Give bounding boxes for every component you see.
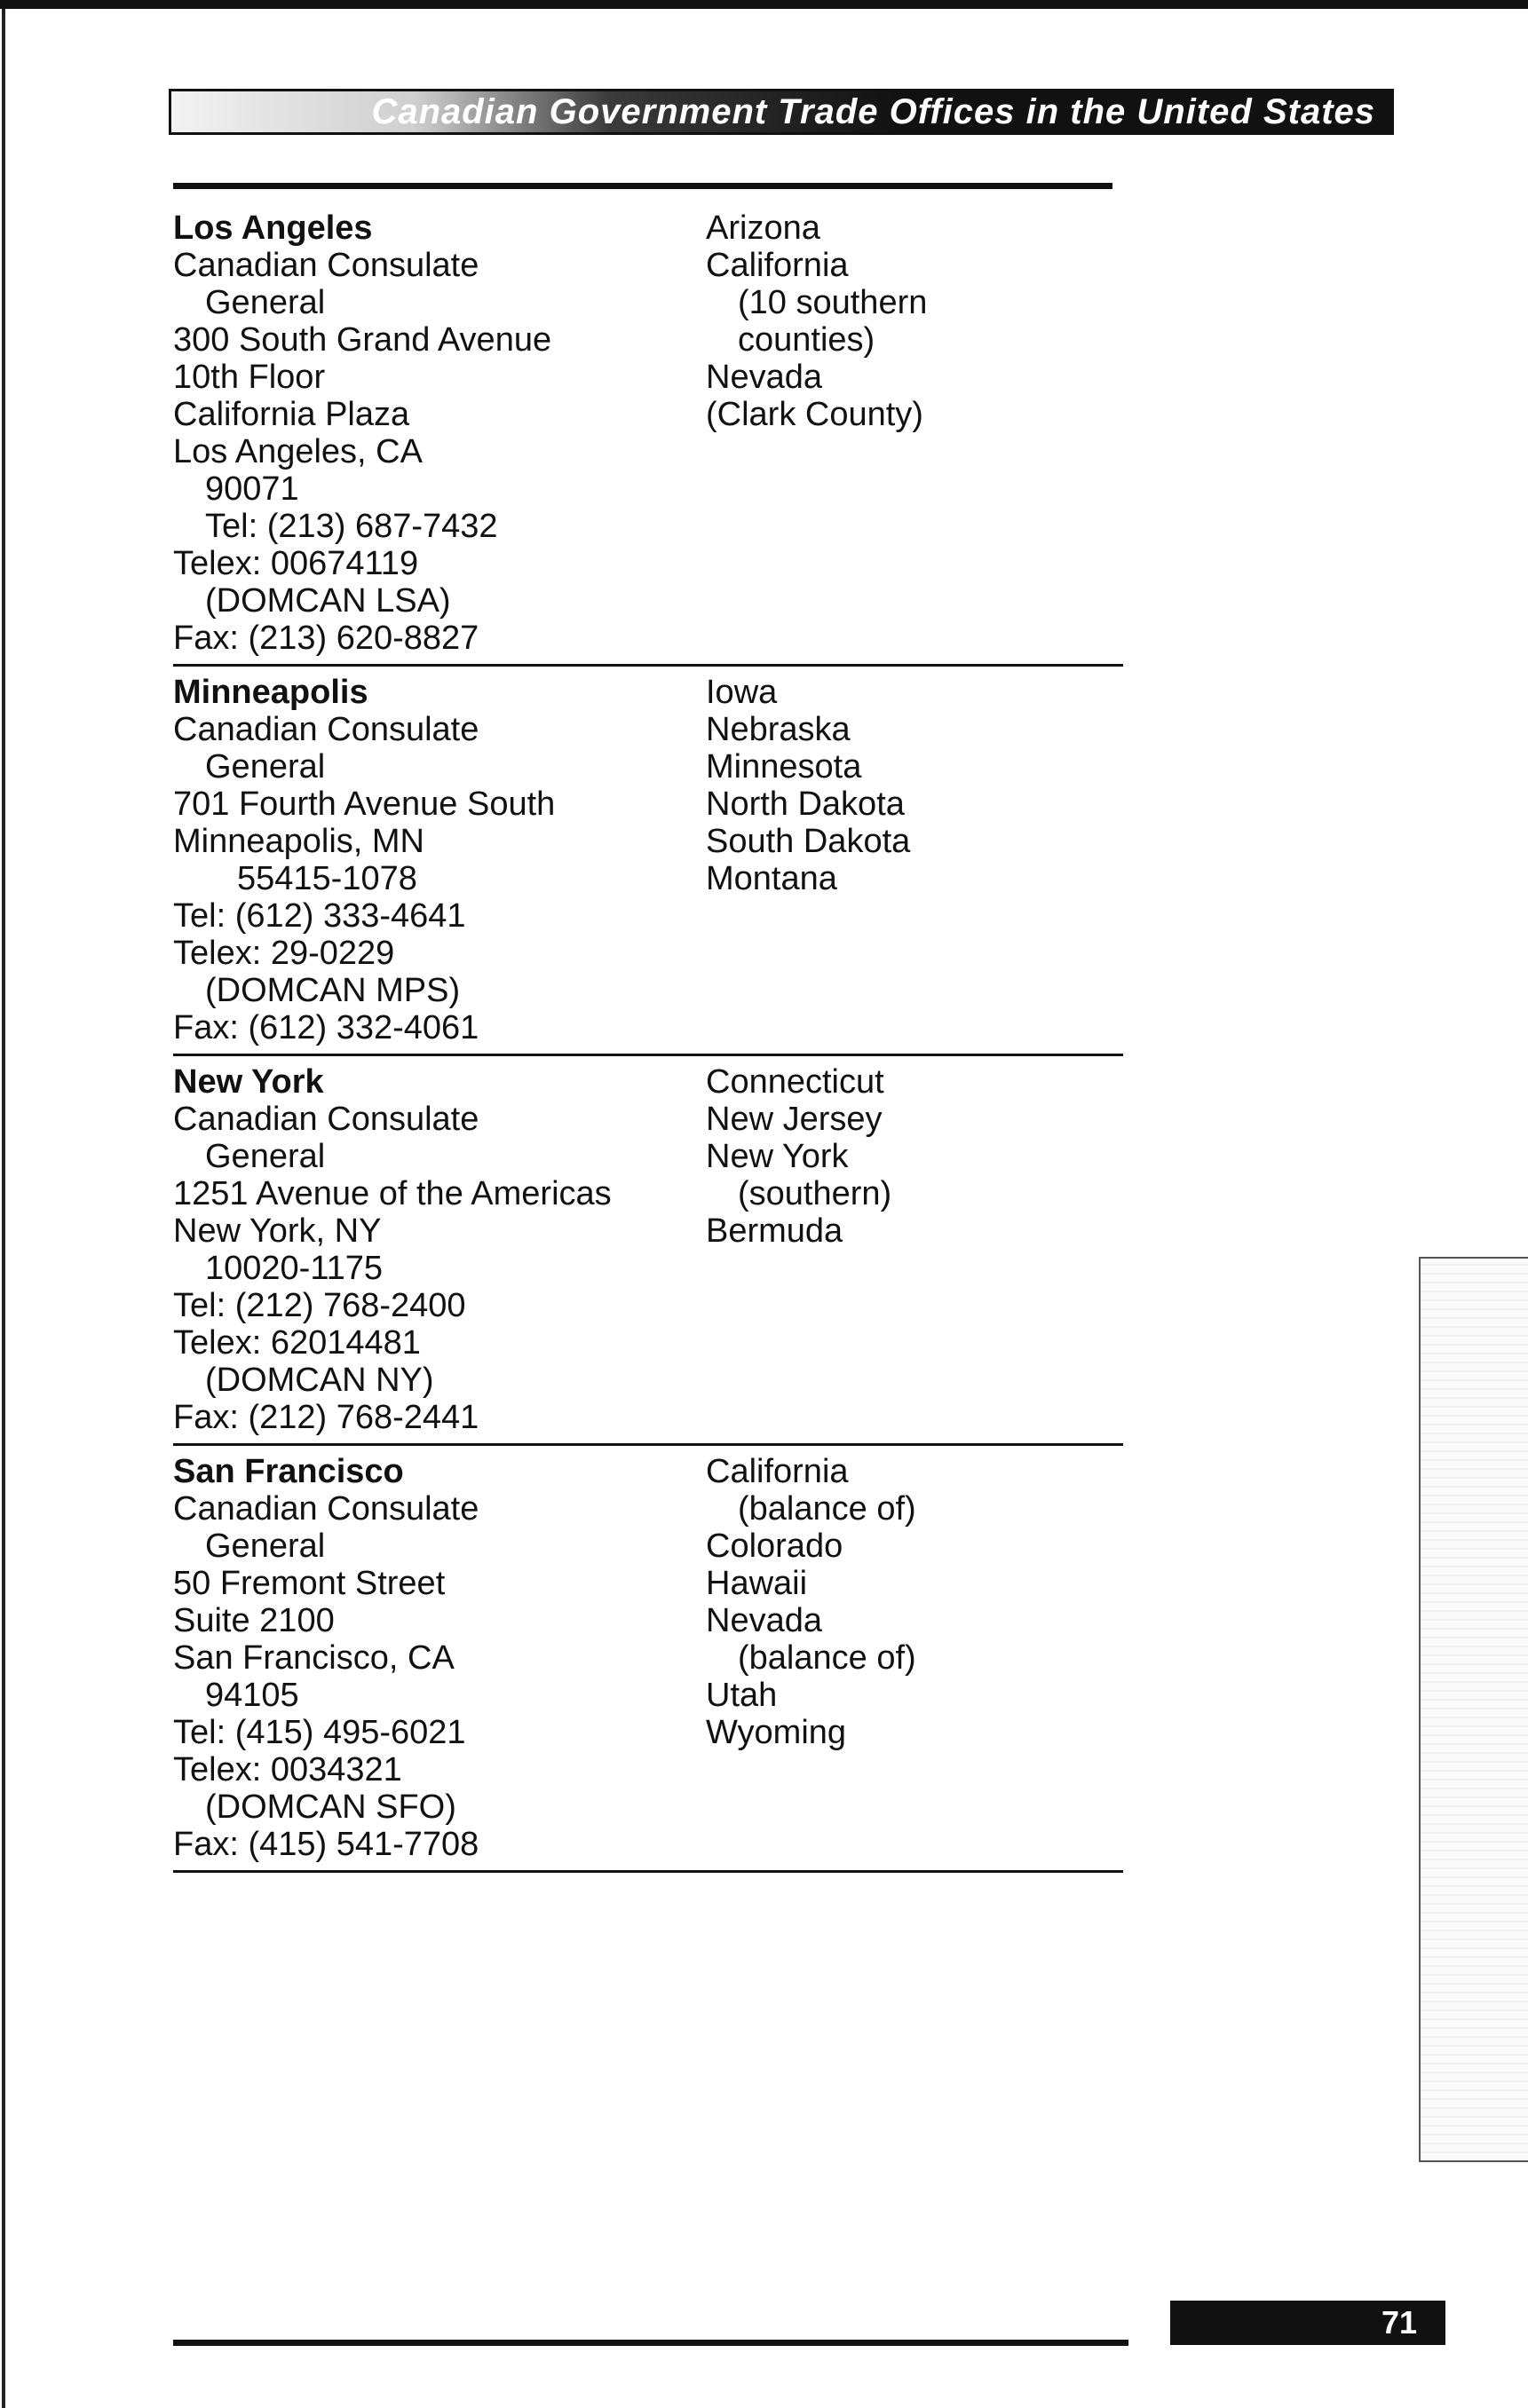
- address-line: Canadian Consulate: [173, 1101, 479, 1138]
- address-line: Telex: 0034321: [173, 1751, 402, 1788]
- address-line: (DOMCAN MPS): [205, 972, 461, 1009]
- office-city: Los Angeles: [173, 209, 373, 247]
- address-line: General: [205, 284, 326, 321]
- territory-line: New York: [706, 1138, 849, 1175]
- address-line: Telex: 29-0229: [173, 935, 395, 972]
- territory-line: New Jersey: [706, 1101, 883, 1138]
- territory-line: (southern): [738, 1175, 892, 1212]
- address-line: Minneapolis, MN: [173, 823, 424, 860]
- address-line: Fax: (415) 541-7708: [173, 1826, 479, 1863]
- page-number: 71: [1381, 2304, 1417, 2341]
- territory-line: Arizona: [706, 209, 820, 247]
- office-city: New York: [173, 1063, 324, 1101]
- section-title: Canadian Government Trade Offices in the United States: [371, 91, 1375, 131]
- address-line: 10020-1175: [205, 1250, 384, 1287]
- office-territory: [706, 209, 1097, 657]
- territory-line: Nevada: [706, 1602, 822, 1639]
- office-entry: [173, 667, 1123, 1056]
- territory-line: Nevada: [706, 359, 822, 396]
- section-banner: [169, 89, 1394, 135]
- address-line: Tel: (415) 495-6021: [173, 1714, 466, 1751]
- office-territory: [706, 1063, 1097, 1436]
- territory-line: Iowa: [706, 674, 778, 711]
- address-line: 1251 Avenue of the Americas: [173, 1175, 612, 1212]
- address-line: Telex: 62014481: [173, 1324, 421, 1362]
- territory-line: Utah: [706, 1677, 778, 1714]
- address-line: Canadian Consulate: [173, 711, 479, 748]
- address-line: General: [205, 1138, 326, 1175]
- office-entry: [173, 1446, 1123, 1873]
- territory-line: South Dakota: [706, 823, 911, 860]
- address-line: Telex: 00674119: [173, 545, 419, 582]
- address-line: (DOMCAN LSA): [205, 582, 451, 620]
- territory-line: Connecticut: [706, 1063, 884, 1101]
- footer-rule: [173, 2340, 1128, 2346]
- office-entry: [173, 202, 1123, 667]
- address-line: California Plaza: [173, 396, 410, 433]
- address-line: General: [205, 748, 326, 786]
- territory-line: Minnesota: [706, 748, 862, 786]
- page-number-box: [1170, 2301, 1445, 2345]
- territory-line: (balance of): [738, 1639, 916, 1677]
- office-territory: [706, 1453, 1097, 1863]
- address-line: 55415-1078: [237, 860, 417, 897]
- office-entry: [173, 1056, 1123, 1446]
- territory-line: counties): [738, 321, 875, 359]
- territory-line: Hawaii: [706, 1565, 808, 1602]
- address-line: San Francisco, CA: [173, 1639, 455, 1677]
- header-rule: [173, 183, 1112, 189]
- territory-line: Bermuda: [706, 1212, 843, 1250]
- address-line: (DOMCAN SFO): [205, 1788, 456, 1826]
- territory-line: California: [706, 247, 849, 284]
- territory-line: (Clark County): [706, 396, 923, 433]
- territory-line: (balance of): [738, 1490, 916, 1528]
- address-line: Canadian Consulate: [173, 1490, 479, 1528]
- territory-line: Nebraska: [706, 711, 851, 748]
- territory-line: California: [706, 1453, 849, 1490]
- office-city: San Francisco: [173, 1453, 404, 1490]
- page-tab-edge: [1419, 1257, 1528, 2162]
- address-line: Fax: (612) 332-4061: [173, 1009, 479, 1046]
- address-line: 300 South Grand Avenue: [173, 321, 552, 359]
- address-line: 701 Fourth Avenue South: [173, 786, 556, 823]
- address-line: Fax: (212) 768-2441: [173, 1399, 479, 1436]
- address-line: Suite 2100: [173, 1602, 335, 1639]
- address-line: 50 Fremont Street: [173, 1565, 446, 1602]
- territory-line: (10 southern: [738, 284, 928, 321]
- address-line: Fax: (213) 620-8827: [173, 620, 479, 657]
- address-line: General: [205, 1528, 326, 1565]
- page-left-rule: [2, 9, 5, 2408]
- page-top-rule: [0, 0, 1528, 9]
- office-address: [173, 209, 706, 657]
- address-line: New York, NY: [173, 1212, 382, 1250]
- address-line: Tel: (213) 687-7432: [205, 508, 498, 545]
- address-line: (DOMCAN NY): [205, 1362, 434, 1399]
- address-line: 90071: [205, 470, 299, 508]
- territory-line: Colorado: [706, 1528, 843, 1565]
- office-address: [173, 1063, 706, 1436]
- territory-line: Wyoming: [706, 1714, 847, 1751]
- address-line: 10th Floor: [173, 359, 326, 396]
- address-line: Tel: (612) 333-4641: [173, 897, 466, 935]
- office-list: [173, 202, 1123, 1873]
- territory-line: North Dakota: [706, 786, 905, 823]
- office-territory: [706, 674, 1097, 1046]
- territory-line: Montana: [706, 860, 837, 897]
- address-line: Tel: (212) 768-2400: [173, 1287, 466, 1324]
- office-address: [173, 1453, 706, 1863]
- address-line: Los Angeles, CA: [173, 433, 423, 470]
- office-address: [173, 674, 706, 1046]
- address-line: Canadian Consulate: [173, 247, 479, 284]
- address-line: 94105: [205, 1677, 299, 1714]
- office-city: Minneapolis: [173, 674, 368, 711]
